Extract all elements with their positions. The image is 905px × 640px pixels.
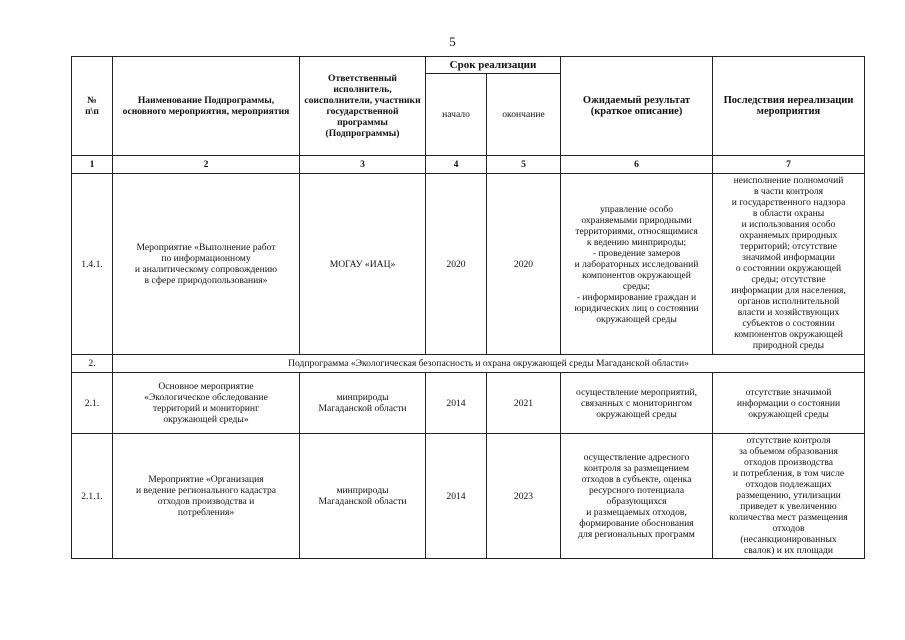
header-end: окончание [487,74,561,156]
row-consequences: неисполнение полномочий в части контроля и государственного надзора в области охраны и использования особо охраняемых природных территорий; отсутствие значимой информации о состоянии окружающей среды; отсутствие информации для населения, органов исполнительной власти и хозяйствующих субъектов о состоянии компонентов окружающей природной среды [713,174,865,355]
header-row [72,57,865,74]
column-numbers-row [72,156,865,174]
row-name: Мероприятие «Выполнение работ по информационному и аналитическому сопровождению в сфере природопользования» [113,174,300,355]
header-num: № п\п [72,57,113,156]
row-end: 2020 [487,174,561,355]
page-number: 5 [449,34,456,49]
row-name: Мероприятие «Организация и ведение регионального кадастра отходов производства и потребления» [113,434,300,559]
table-row [72,373,865,434]
row-responsible: минприроды Магаданской области [300,434,426,559]
row-consequences: отсутствие контроля за объемом образования отходов производства и потребления, в том числе отходов подлежащих размещению, утилизации приведет к увеличению количества мест размещения отходов (несанкционированных свалок) и их площади [713,434,865,559]
subprogram-title: Подпрограмма «Экологическая безопасность и охрана окружающей среды Магаданской области» [113,355,865,373]
header-period: Срок реализации [426,57,561,74]
row-responsible: МОГАУ «ИАЦ» [300,174,426,355]
column-number: 1 [72,156,113,174]
row-start: 2020 [426,174,487,355]
header-result: Ожидаемый результат (краткое описание) [561,57,713,156]
column-number: 4 [426,156,487,174]
table-row [72,434,865,559]
row-consequences: отсутствие значимой информации о состоянии окружающей среды [713,373,865,434]
row-start: 2014 [426,373,487,434]
row-num: 2.1. [72,373,113,434]
table-row [72,174,865,355]
row-responsible: минприроды Магаданской области [300,373,426,434]
column-number: 3 [300,156,426,174]
row-result: осуществление мероприятий, связанных с мониторингом окружающей среды [561,373,713,434]
column-number: 5 [487,156,561,174]
subprogram-row [72,355,865,373]
header-consequences: Последствия нереализации мероприятия [713,57,865,156]
row-num: 1.4.1. [72,174,113,355]
row-result: осуществление адресного контроля за размещением отходов в субъекте, оценка ресурсного потенциала образующихся и размещаемых отходов, формирование обоснования для региональных программ [561,434,713,559]
header-responsible: Ответственный исполнитель, соисполнители, участники государственной программы (Подпрограммы) [300,57,426,156]
row-end: 2023 [487,434,561,559]
row-num: 2. [72,355,113,373]
column-number: 6 [561,156,713,174]
row-start: 2014 [426,434,487,559]
row-num: 2.1.1. [72,434,113,559]
header-start: начало [426,74,487,156]
column-number: 2 [113,156,300,174]
row-name: Основное мероприятие «Экологическое обследование территорий и мониторинг окружающей среды» [113,373,300,434]
row-result: управление особо охраняемыми природными территориями, относящимися к ведению минприроды; - проведение замеров и лабораторных исследований компонентов окружающей среды; - информирование граждан и юридических лиц о состоянии окружающей среды [561,174,713,355]
row-end: 2021 [487,373,561,434]
program-table [71,56,865,559]
column-number: 7 [713,156,865,174]
header-name: Наименование Подпрограммы, основного мероприятия, мероприятия [113,57,300,156]
